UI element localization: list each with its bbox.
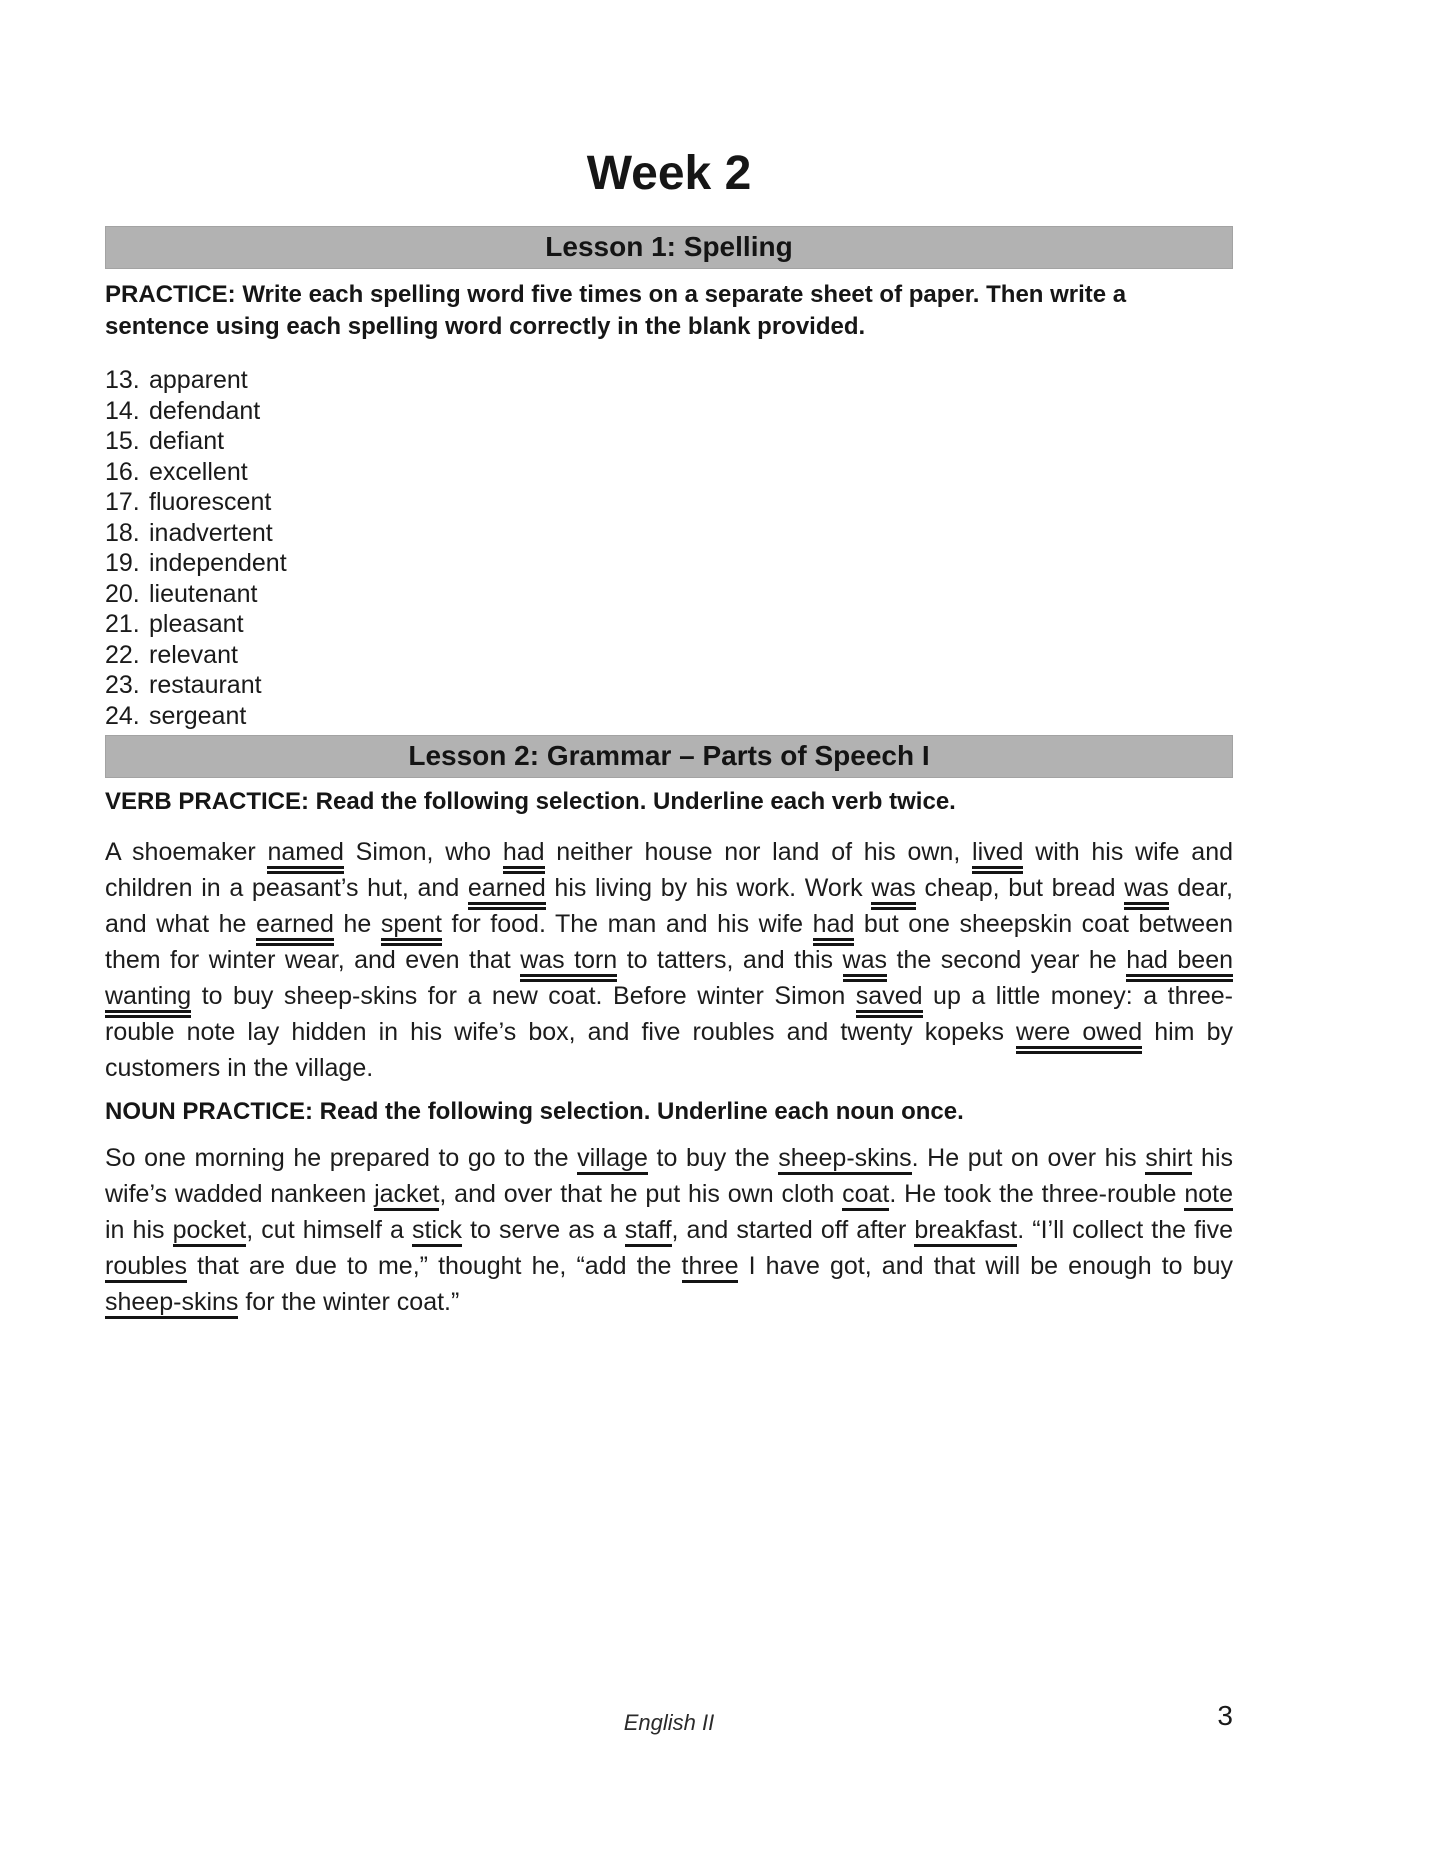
passage-text: up a little money: a three-rouble note lay hidden in his wife’s box, and five roubles and twenty kopeks xyxy=(105,982,1233,1046)
passage-text: to buy sheep-skins for a new coat. Before winter Simon xyxy=(191,982,856,1010)
noun-passage xyxy=(105,1140,1233,1320)
spelling-word-item xyxy=(105,609,1233,640)
passage-text: that are due to me,” thought he, “add the xyxy=(187,1252,682,1280)
word-text: lieutenant xyxy=(149,579,258,608)
spelling-word-item xyxy=(105,365,1233,396)
word-number: 23. xyxy=(105,671,140,699)
noun-single-underlined: breakfast xyxy=(914,1216,1017,1247)
word-number: 17. xyxy=(105,488,140,516)
word-text: defendant xyxy=(149,396,261,425)
spelling-word-item xyxy=(105,701,1233,732)
page-content xyxy=(105,0,1233,1320)
word-text: inadvertent xyxy=(149,518,273,547)
noun-single-underlined: pocket xyxy=(173,1216,247,1247)
verb-double-underlined: had been wanting xyxy=(105,946,1233,1018)
noun-single-underlined: coat xyxy=(842,1180,889,1211)
passage-text: him by customers in the village. xyxy=(105,1018,1233,1082)
passage-text: for food. The man and his wife xyxy=(441,910,813,938)
passage-text: with his wife and children in a peasant’s hut, and xyxy=(105,838,1234,902)
footer-page-number: 3 xyxy=(1217,1700,1233,1731)
verb-double-underlined: lived xyxy=(972,838,1023,874)
verb-double-underlined: earned xyxy=(468,874,546,910)
word-text: fluorescent xyxy=(149,488,272,516)
passage-text: dear, and what he xyxy=(105,874,1233,938)
passage-text: but one sheepskin coat between them for winter wear, and even that xyxy=(105,910,1233,974)
passage-text: Simon, who xyxy=(343,838,503,866)
spelling-word-item xyxy=(105,396,1233,427)
passage-text: . He put on over his xyxy=(911,1144,1146,1172)
passage-text: for the winter coat.” xyxy=(238,1288,460,1316)
noun-single-underlined: sheep-skins xyxy=(778,1144,911,1175)
word-number: 22. xyxy=(105,640,140,669)
spelling-word-item xyxy=(105,487,1233,518)
passage-text: , and over that he put his own cloth xyxy=(439,1180,843,1208)
spelling-word-item xyxy=(105,548,1233,579)
spelling-word-item xyxy=(105,640,1233,671)
noun-single-underlined: roubles xyxy=(105,1252,187,1283)
verb-practice-heading: VERB PRACTICE: Read the following selection. Underline each verb twice. xyxy=(105,788,956,815)
page-title: Week 2 xyxy=(586,147,752,200)
spelling-word-item xyxy=(105,426,1233,457)
verb-passage xyxy=(105,834,1233,1086)
footer-course-label: English II xyxy=(623,1710,715,1735)
passage-text: neither house nor land of his own, xyxy=(544,838,973,866)
passage-text: , and started off after xyxy=(671,1216,915,1244)
noun-single-underlined: three xyxy=(682,1252,739,1283)
verb-double-underlined: was torn xyxy=(520,946,617,982)
passage-text: in his xyxy=(105,1216,173,1244)
word-number: 20. xyxy=(105,579,140,608)
verb-double-underlined: saved xyxy=(856,982,923,1018)
word-number: 15. xyxy=(105,427,140,455)
word-number: 16. xyxy=(105,457,140,486)
spelling-word-item xyxy=(105,579,1233,610)
verb-double-underlined: spent xyxy=(381,910,442,946)
word-text: sergeant xyxy=(149,701,247,730)
spelling-word-list xyxy=(105,365,1233,731)
passage-text: So one morning he prepared to go to the xyxy=(105,1144,578,1172)
lesson1-banner: Lesson 1: Spelling xyxy=(105,226,1233,269)
noun-practice-heading: NOUN PRACTICE: Read the following selection. Underline each noun once. xyxy=(105,1098,964,1125)
word-number: 13. xyxy=(105,366,140,394)
spelling-word-item xyxy=(105,670,1233,701)
noun-single-underlined: jacket xyxy=(374,1180,439,1211)
passage-text: the second year he xyxy=(886,946,1127,974)
word-number: 24. xyxy=(105,701,140,730)
word-number: 14. xyxy=(105,396,140,425)
passage-text: . He took the three-rouble xyxy=(889,1180,1185,1208)
passage-text: to buy the xyxy=(647,1144,779,1172)
passage-text: to serve as a xyxy=(462,1216,625,1244)
verb-double-underlined: earned xyxy=(256,910,334,946)
passage-text: A shoemaker xyxy=(105,838,268,866)
noun-single-underlined: stick xyxy=(412,1216,462,1247)
passage-text: I have got, and that will be enough to buy xyxy=(738,1252,1233,1280)
verb-double-underlined: named xyxy=(267,838,343,874)
passage-text: his wife’s wadded nankeen xyxy=(105,1144,1234,1208)
noun-single-underlined: village xyxy=(577,1144,648,1175)
noun-single-underlined: staff xyxy=(625,1216,672,1247)
noun-single-underlined: sheep-skins xyxy=(105,1288,238,1319)
noun-single-underlined: shirt xyxy=(1145,1144,1192,1175)
lesson2-banner: Lesson 2: Grammar – Parts of Speech I xyxy=(105,735,1233,778)
word-text: independent xyxy=(149,549,287,577)
verb-double-underlined: was xyxy=(871,874,915,910)
spelling-word-item xyxy=(105,457,1233,488)
word-number: 21. xyxy=(105,610,140,638)
passage-text: he xyxy=(333,910,381,938)
word-text: excellent xyxy=(149,457,248,486)
spelling-practice-instructions: PRACTICE: Write each spelling word five times on a separate sheet of paper. Then write a sentence using each spelling word correctly in the blank provided. xyxy=(105,281,1127,340)
verb-double-underlined: was xyxy=(1124,874,1168,910)
passage-text: . “I’ll collect the five xyxy=(1017,1216,1233,1244)
verb-double-underlined: had xyxy=(503,838,545,874)
passage-text: cheap, but bread xyxy=(915,874,1125,902)
word-text: defiant xyxy=(149,427,225,455)
word-text: apparent xyxy=(149,366,248,394)
passage-text: his living by his work. Work xyxy=(545,874,872,902)
word-text: relevant xyxy=(149,640,238,669)
verb-double-underlined: had xyxy=(813,910,855,946)
word-number: 18. xyxy=(105,518,140,547)
verb-double-underlined: was xyxy=(843,946,887,982)
word-number: 19. xyxy=(105,549,140,577)
passage-text: to tatters, and this xyxy=(617,946,843,974)
word-text: restaurant xyxy=(149,671,262,699)
noun-single-underlined: note xyxy=(1184,1180,1233,1211)
spelling-word-item xyxy=(105,518,1233,549)
verb-double-underlined: were owed xyxy=(1016,1018,1142,1054)
passage-text: , cut himself a xyxy=(246,1216,412,1244)
word-text: pleasant xyxy=(149,610,244,638)
